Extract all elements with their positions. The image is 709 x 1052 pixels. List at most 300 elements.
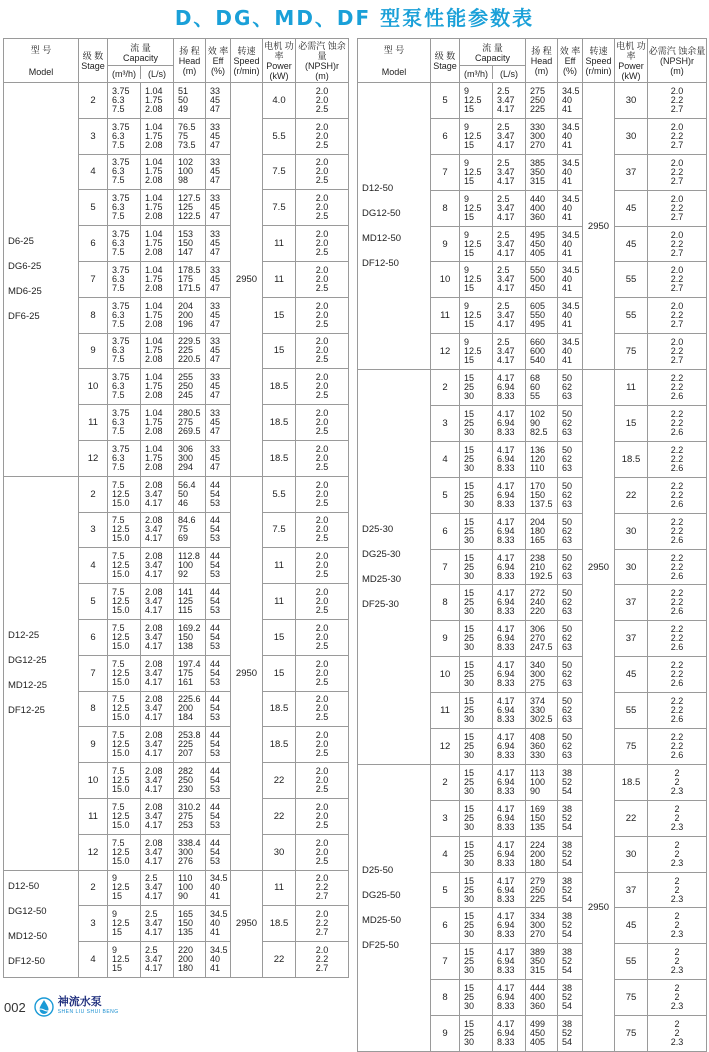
- value: 54: [210, 524, 221, 535]
- value: 3.47: [145, 488, 163, 499]
- value: 125: [178, 596, 194, 607]
- value: 2.7: [670, 247, 684, 258]
- flow-m3h-cell: [460, 262, 493, 298]
- value: 300: [530, 130, 546, 141]
- flow-m3h-cell: [108, 226, 141, 262]
- stage-cell: 6: [79, 619, 108, 655]
- head-cell: [526, 406, 558, 442]
- value: 2.0: [315, 443, 329, 454]
- npsh-cell: [648, 729, 707, 765]
- value: 255: [178, 372, 194, 383]
- value: 45: [210, 452, 221, 463]
- value: 2.5: [497, 85, 510, 96]
- value: 34.5: [210, 909, 228, 920]
- flow-ls-cell: [493, 262, 526, 298]
- head-cell: [174, 763, 206, 799]
- value: 3.75: [112, 408, 130, 419]
- value: 47: [210, 318, 221, 329]
- power-cell: 15: [263, 619, 296, 655]
- value: 73.5: [178, 139, 196, 150]
- npsh-cell: [648, 764, 707, 800]
- stage-cell: 6: [431, 908, 460, 944]
- value: 2: [674, 812, 680, 823]
- model-name: D6-25: [8, 236, 34, 248]
- value: 30: [464, 821, 475, 832]
- value: 7.5: [112, 766, 125, 777]
- eff-cell: [206, 83, 231, 119]
- value: 92: [178, 569, 189, 580]
- power-cell: 45: [615, 226, 648, 262]
- head-cell: [526, 800, 558, 836]
- value: 3.75: [112, 336, 130, 347]
- value: 3.47: [145, 775, 163, 786]
- brand-pinyin: SHEN LIU SHUI BENG: [57, 1009, 119, 1015]
- value: 44: [210, 658, 221, 669]
- value: 225: [530, 893, 546, 904]
- value: 9: [464, 157, 470, 168]
- value: 6.3: [112, 417, 125, 428]
- npsh-cell: [648, 549, 707, 585]
- value: 300: [530, 669, 546, 680]
- value: 38: [562, 839, 573, 850]
- value: 200: [530, 848, 546, 859]
- value: 53: [210, 748, 221, 759]
- value: 34.5: [210, 945, 228, 956]
- value: 6.94: [497, 812, 515, 823]
- value: 15: [464, 839, 475, 850]
- value: 53: [210, 819, 221, 830]
- stage-cell: 9: [431, 621, 460, 657]
- power-cell: 22: [615, 800, 648, 836]
- stage-cell: 2: [79, 476, 108, 512]
- stage-cell: 9: [79, 727, 108, 763]
- flow-ls-cell: [141, 691, 174, 727]
- value: 30: [464, 1037, 475, 1048]
- value: 270: [530, 633, 546, 644]
- value: 4.17: [145, 927, 163, 938]
- value: 3.47: [145, 703, 163, 714]
- value: 12.5: [112, 739, 130, 750]
- value: 1.75: [145, 238, 163, 249]
- value: 6.94: [497, 776, 515, 787]
- value: 3.47: [145, 846, 163, 857]
- flow-ls-cell: [141, 763, 174, 799]
- value: 49: [178, 103, 189, 114]
- table-body-left: [4, 83, 349, 978]
- value: 53: [210, 676, 221, 687]
- value: 30: [464, 893, 475, 904]
- value: 2.08: [145, 318, 163, 329]
- power-cell: 30: [615, 836, 648, 872]
- value: 3.75: [112, 121, 130, 132]
- value: 2.08: [145, 801, 163, 812]
- flow-m3h-cell: [108, 190, 141, 226]
- value: 2.0: [670, 265, 684, 276]
- value: 41: [562, 103, 573, 114]
- flow-m3h-cell: [460, 693, 493, 729]
- npsh-cell: [648, 406, 707, 442]
- value: 2.08: [145, 551, 163, 562]
- npsh-cell: [648, 836, 707, 872]
- value: 220: [530, 606, 546, 617]
- head-cell: [174, 798, 206, 834]
- flow-m3h-cell: [108, 584, 141, 620]
- value: 15: [464, 767, 475, 778]
- value: 44: [210, 801, 221, 812]
- brand-block: [58, 997, 119, 1017]
- value: 2: [674, 848, 680, 859]
- power-cell: 30: [615, 118, 648, 154]
- eff-cell: [206, 655, 231, 691]
- stage-cell: 3: [79, 512, 108, 548]
- table-row: [358, 764, 707, 800]
- value: 34.5: [562, 157, 580, 168]
- value: 2.7: [670, 283, 684, 294]
- value: 2.0: [315, 408, 329, 419]
- value: 210: [530, 561, 546, 572]
- value: 161: [178, 676, 194, 687]
- value: 2.2: [670, 624, 684, 635]
- value: 238: [530, 552, 546, 563]
- value: 2.5: [315, 282, 329, 293]
- value: 100: [530, 776, 546, 787]
- value: 4.17: [497, 211, 515, 222]
- value: 165: [178, 909, 194, 920]
- value: 41: [562, 247, 573, 258]
- value: 34.5: [562, 193, 580, 204]
- value: 82.5: [530, 426, 548, 437]
- value: 2.2: [670, 597, 684, 608]
- eff-cell: [558, 657, 583, 693]
- head-cell: [174, 834, 206, 870]
- flow-ls-cell: [493, 836, 526, 872]
- value: 7.5: [112, 282, 125, 293]
- flow-ls-cell: [141, 548, 174, 584]
- table-row: [4, 83, 349, 119]
- value: 38: [562, 911, 573, 922]
- value: 225: [178, 739, 194, 750]
- value: 6.3: [112, 130, 125, 141]
- value: 3.47: [497, 310, 515, 321]
- value: 2.5: [315, 354, 329, 365]
- value: 2.5: [497, 121, 510, 132]
- value: 7.5: [112, 515, 125, 526]
- value: 495: [530, 319, 546, 330]
- power-cell: 45: [615, 657, 648, 693]
- value: 2.5: [315, 139, 329, 150]
- value: 30: [464, 965, 475, 976]
- value: 2.5: [145, 909, 158, 920]
- value: 15: [464, 1019, 475, 1030]
- value: 2.0: [315, 452, 329, 463]
- power-cell: 11: [263, 584, 296, 620]
- flow-m3h-cell: [460, 370, 493, 406]
- flow-ls-cell: [141, 870, 174, 906]
- speed-cell: 2950: [583, 764, 615, 1051]
- value: 41: [562, 355, 573, 366]
- value: 15: [464, 355, 475, 366]
- eff-cell: [206, 118, 231, 154]
- value: 33: [210, 85, 221, 96]
- value: 150: [178, 238, 194, 249]
- value: 15: [112, 927, 123, 938]
- value: 12.5: [112, 560, 130, 571]
- value: 2.0: [315, 766, 329, 777]
- value: 282: [178, 766, 194, 777]
- value: 54: [210, 560, 221, 571]
- value: 47: [210, 211, 221, 222]
- value: 360: [530, 740, 546, 751]
- value: 53: [210, 533, 221, 544]
- stage-cell: 10: [431, 657, 460, 693]
- value: 50: [562, 552, 573, 563]
- value: 15: [464, 624, 475, 635]
- value: 3.75: [112, 229, 130, 240]
- value: 54: [562, 965, 573, 976]
- value: 30: [464, 785, 475, 796]
- value: 38: [562, 1019, 573, 1030]
- value: 54: [562, 893, 573, 904]
- flow-ls-cell: [493, 764, 526, 800]
- value: 54: [562, 1037, 573, 1048]
- eff-cell: [206, 333, 231, 369]
- npsh-cell: [296, 548, 349, 584]
- flow-m3h-cell: [108, 906, 141, 942]
- value: 50: [562, 408, 573, 419]
- value: 2.2: [670, 740, 684, 751]
- value: 4.17: [497, 355, 515, 366]
- speed-cell: 2950: [231, 476, 263, 870]
- value: 63: [562, 714, 573, 725]
- flow-ls-cell: [493, 908, 526, 944]
- value: 6.94: [497, 705, 515, 716]
- value: 40: [562, 130, 573, 141]
- power-cell: 7.5: [263, 154, 296, 190]
- value: 41: [210, 891, 221, 902]
- flow-m3h-cell: [108, 440, 141, 476]
- value: 2.5: [315, 175, 329, 186]
- npsh-cell: [648, 370, 707, 406]
- npsh-cell: [648, 298, 707, 334]
- value: 122.5: [178, 211, 201, 222]
- value: 4.17: [497, 696, 515, 707]
- value: 63: [562, 462, 573, 473]
- npsh-cell: [296, 405, 349, 441]
- value: 52: [562, 956, 573, 967]
- model-cell: [4, 476, 79, 870]
- value: 2.6: [670, 426, 684, 437]
- value: 45: [210, 130, 221, 141]
- value: 4.17: [497, 624, 515, 635]
- value: 4.17: [497, 408, 515, 419]
- flow-ls-cell: [141, 297, 174, 333]
- value: 2.2: [670, 588, 684, 599]
- model-name: DF12-50: [8, 955, 45, 967]
- eff-cell: [206, 440, 231, 476]
- flow-ls-cell: [141, 798, 174, 834]
- model-cell: [358, 83, 431, 370]
- value: 400: [530, 202, 546, 213]
- value: 47: [210, 247, 221, 258]
- value: 2.0: [315, 130, 329, 141]
- value: 15.0: [112, 497, 130, 508]
- value: 6.3: [112, 452, 125, 463]
- value: 2.0: [315, 837, 329, 848]
- value: 2.0: [315, 622, 329, 633]
- power-cell: 22: [263, 942, 296, 978]
- value: 2.2: [670, 238, 684, 249]
- value: 4.17: [497, 983, 515, 994]
- head-cell: [174, 548, 206, 584]
- value: 136: [530, 444, 546, 455]
- value: 40: [210, 954, 221, 965]
- power-cell: 75: [615, 980, 648, 1016]
- value: 4.17: [145, 855, 163, 866]
- value: 6.94: [497, 884, 515, 895]
- value: 389: [530, 947, 546, 958]
- value: 1.04: [145, 157, 163, 168]
- eff-cell: [206, 906, 231, 942]
- eff-cell: [558, 1016, 583, 1052]
- value: 12.5: [112, 631, 130, 642]
- value: 175: [178, 273, 194, 284]
- flow-m3h-cell: [108, 548, 141, 584]
- power-cell: 18.5: [263, 691, 296, 727]
- value: 3.47: [145, 918, 163, 929]
- power-cell: 4.0: [263, 83, 296, 119]
- stage-cell: 2: [79, 870, 108, 906]
- value: 275: [530, 678, 546, 689]
- value: 230: [178, 784, 194, 795]
- stage-cell: 8: [431, 980, 460, 1016]
- value: 8.33: [497, 462, 515, 473]
- flow-m3h-cell: [108, 154, 141, 190]
- value: 34.5: [562, 265, 580, 276]
- value: 8.33: [497, 678, 515, 689]
- stage-cell: 11: [431, 693, 460, 729]
- stage-cell: 11: [79, 798, 108, 834]
- model-name: MD12-50: [362, 233, 402, 245]
- value: 53: [210, 784, 221, 795]
- value: 41: [562, 319, 573, 330]
- value: 8.33: [497, 929, 515, 940]
- value: 2.5: [315, 426, 329, 437]
- flow-m3h-cell: [460, 836, 493, 872]
- value: 247.5: [530, 642, 553, 653]
- eff-cell: [558, 406, 583, 442]
- value: 2.2: [315, 918, 329, 929]
- value: 45: [210, 345, 221, 356]
- value: 47: [210, 103, 221, 114]
- power-cell: 18.5: [615, 441, 648, 477]
- flow-ls-cell: [141, 834, 174, 870]
- value: 62: [562, 561, 573, 572]
- value: 100: [178, 882, 194, 893]
- value: 6.3: [112, 273, 125, 284]
- value: 2.2: [670, 382, 684, 393]
- value: 2.0: [315, 775, 329, 786]
- value: 2.08: [145, 211, 163, 222]
- header-capacity: 流 量 Capacity (m³/h) (L/s): [108, 39, 174, 83]
- eff-cell: [558, 298, 583, 334]
- value: 12.5: [112, 524, 130, 535]
- flow-m3h-cell: [108, 763, 141, 799]
- flow-m3h-cell: [460, 226, 493, 262]
- value: 34.5: [562, 229, 580, 240]
- value: 3.47: [145, 524, 163, 535]
- power-cell: 55: [615, 693, 648, 729]
- value: 15: [112, 963, 123, 974]
- value: 2.6: [670, 606, 684, 617]
- value: 1.75: [145, 130, 163, 141]
- power-cell: 55: [615, 262, 648, 298]
- value: 600: [530, 346, 546, 357]
- value: 200: [178, 703, 194, 714]
- stage-cell: 7: [431, 154, 460, 190]
- value: 2.0: [315, 336, 329, 347]
- npsh-cell: [296, 512, 349, 548]
- value: 100: [178, 166, 194, 177]
- value: 200: [178, 954, 194, 965]
- stage-cell: 4: [79, 154, 108, 190]
- flow-m3h-cell: [108, 512, 141, 548]
- value: 30: [464, 498, 475, 509]
- eff-cell: [558, 800, 583, 836]
- value: 44: [210, 551, 221, 562]
- power-cell: 37: [615, 872, 648, 908]
- value: 15.0: [112, 712, 130, 723]
- value: 113: [530, 767, 545, 778]
- value: 8.33: [497, 642, 515, 653]
- flow-m3h-cell: [460, 334, 493, 370]
- value: 200: [178, 309, 194, 320]
- flow-ls-cell: [493, 729, 526, 765]
- value: 52: [562, 812, 573, 823]
- head-cell: [526, 154, 558, 190]
- value: 6.3: [112, 238, 125, 249]
- head-cell: [174, 297, 206, 333]
- eff-cell: [206, 405, 231, 441]
- head-cell: [174, 440, 206, 476]
- value: 2.3: [670, 965, 684, 976]
- head-cell: [174, 727, 206, 763]
- npsh-cell: [648, 513, 707, 549]
- value: 25: [464, 417, 475, 428]
- value: 63: [562, 570, 573, 581]
- head-cell: [174, 190, 206, 226]
- value: 2.0: [315, 479, 329, 490]
- value: 2.5: [315, 211, 329, 222]
- value: 33: [210, 408, 221, 419]
- value: 6.3: [112, 94, 125, 105]
- eff-cell: [558, 226, 583, 262]
- stage-cell: 5: [431, 83, 460, 119]
- eff-cell: [558, 154, 583, 190]
- model-name: DF25-30: [362, 599, 399, 611]
- value: 25: [464, 453, 475, 464]
- head-cell: [526, 83, 558, 119]
- value: 315: [530, 965, 546, 976]
- head-cell: [174, 870, 206, 906]
- eff-cell: [206, 512, 231, 548]
- value: 44: [210, 694, 221, 705]
- value: 1.04: [145, 336, 163, 347]
- value: 8.33: [497, 821, 515, 832]
- power-cell: 75: [615, 334, 648, 370]
- model-name: MD25-50: [362, 914, 402, 926]
- value: 4.17: [145, 640, 163, 651]
- value: 62: [562, 669, 573, 680]
